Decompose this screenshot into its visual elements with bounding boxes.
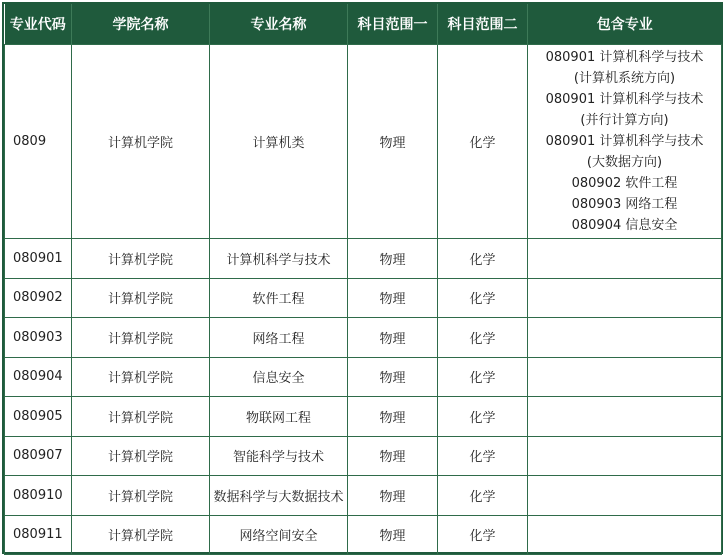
cell-includes <box>528 436 722 476</box>
cell-includes <box>528 318 722 358</box>
cell-includes <box>528 357 722 397</box>
cell-major: 智能科学与技术 <box>210 436 348 476</box>
cell-subject2: 化学 <box>438 436 528 476</box>
table-row <box>5 239 722 279</box>
included-major-line: 080904 信息安全 <box>571 218 678 233</box>
cell-college: 计算机学院 <box>72 239 210 279</box>
table-header-row <box>5 4 722 45</box>
included-major-line: (并行计算方向) <box>580 113 669 128</box>
cell-includes <box>528 476 722 516</box>
cell-subject1: 物理 <box>348 357 438 397</box>
cell-includes <box>528 515 722 555</box>
cell-subject2: 化学 <box>438 45 528 239</box>
cell-includes <box>528 239 722 279</box>
cell-code: 080910 <box>5 476 72 516</box>
cell-code: 080903 <box>5 318 72 358</box>
header-subject-range-1: 科目范围一 <box>348 4 438 45</box>
cell-major: 网络工程 <box>210 318 348 358</box>
cell-subject1: 物理 <box>348 476 438 516</box>
header-college-name: 学院名称 <box>72 4 210 45</box>
table-row <box>5 278 722 318</box>
cell-subject1: 物理 <box>348 45 438 239</box>
cell-code: 080904 <box>5 357 72 397</box>
cell-code: 080907 <box>5 436 72 476</box>
header-subject-range-2: 科目范围二 <box>438 4 528 45</box>
cell-college: 计算机学院 <box>72 397 210 437</box>
cell-college: 计算机学院 <box>72 318 210 358</box>
cell-major: 网络空间安全 <box>210 515 348 555</box>
table-row <box>5 436 722 476</box>
cell-college: 计算机学院 <box>72 278 210 318</box>
included-major-line: 080901 计算机科学与技术 <box>545 50 704 65</box>
majors-table <box>4 4 722 555</box>
cell-code: 080902 <box>5 278 72 318</box>
included-major-line: 080903 网络工程 <box>571 197 678 212</box>
table-row <box>5 397 722 437</box>
cell-major: 数据科学与大数据技术 <box>210 476 348 516</box>
header-included-majors: 包含专业 <box>528 4 722 45</box>
cell-major: 计算机科学与技术 <box>210 239 348 279</box>
cell-code: 080911 <box>5 515 72 555</box>
table-row <box>5 357 722 397</box>
included-majors-list <box>528 47 721 236</box>
cell-includes <box>528 278 722 318</box>
included-major-line: (计算机系统方向) <box>573 71 676 86</box>
cell-college: 计算机学院 <box>72 436 210 476</box>
cell-subject1: 物理 <box>348 318 438 358</box>
cell-includes <box>528 45 722 239</box>
table-row <box>5 476 722 516</box>
cell-subject2: 化学 <box>438 278 528 318</box>
cell-subject1: 物理 <box>348 278 438 318</box>
cell-subject1: 物理 <box>348 515 438 555</box>
table-row <box>5 318 722 358</box>
cell-subject1: 物理 <box>348 436 438 476</box>
cell-major: 软件工程 <box>210 278 348 318</box>
header-major-code: 专业代码 <box>5 4 72 45</box>
cell-college: 计算机学院 <box>72 357 210 397</box>
included-major-line: 080901 计算机科学与技术 <box>545 134 704 149</box>
included-major-line: (大数据方向) <box>586 155 663 170</box>
cell-subject1: 物理 <box>348 239 438 279</box>
cell-college: 计算机学院 <box>72 476 210 516</box>
cell-code: 080901 <box>5 239 72 279</box>
cell-major: 计算机类 <box>210 45 348 239</box>
header-major-name: 专业名称 <box>210 4 348 45</box>
cell-subject2: 化学 <box>438 476 528 516</box>
cell-subject1: 物理 <box>348 397 438 437</box>
cell-subject2: 化学 <box>438 397 528 437</box>
cell-subject2: 化学 <box>438 357 528 397</box>
majors-table-container <box>2 2 723 554</box>
cell-code: 0809 <box>5 45 72 239</box>
cell-subject2: 化学 <box>438 515 528 555</box>
cell-major: 信息安全 <box>210 357 348 397</box>
cell-major: 物联网工程 <box>210 397 348 437</box>
cell-includes <box>528 397 722 437</box>
table-row <box>5 515 722 555</box>
cell-college: 计算机学院 <box>72 515 210 555</box>
cell-subject2: 化学 <box>438 239 528 279</box>
table-row <box>5 45 722 239</box>
included-major-line: 080902 软件工程 <box>571 176 678 191</box>
included-major-line: 080901 计算机科学与技术 <box>545 92 704 107</box>
cell-college: 计算机学院 <box>72 45 210 239</box>
cell-code: 080905 <box>5 397 72 437</box>
cell-subject2: 化学 <box>438 318 528 358</box>
